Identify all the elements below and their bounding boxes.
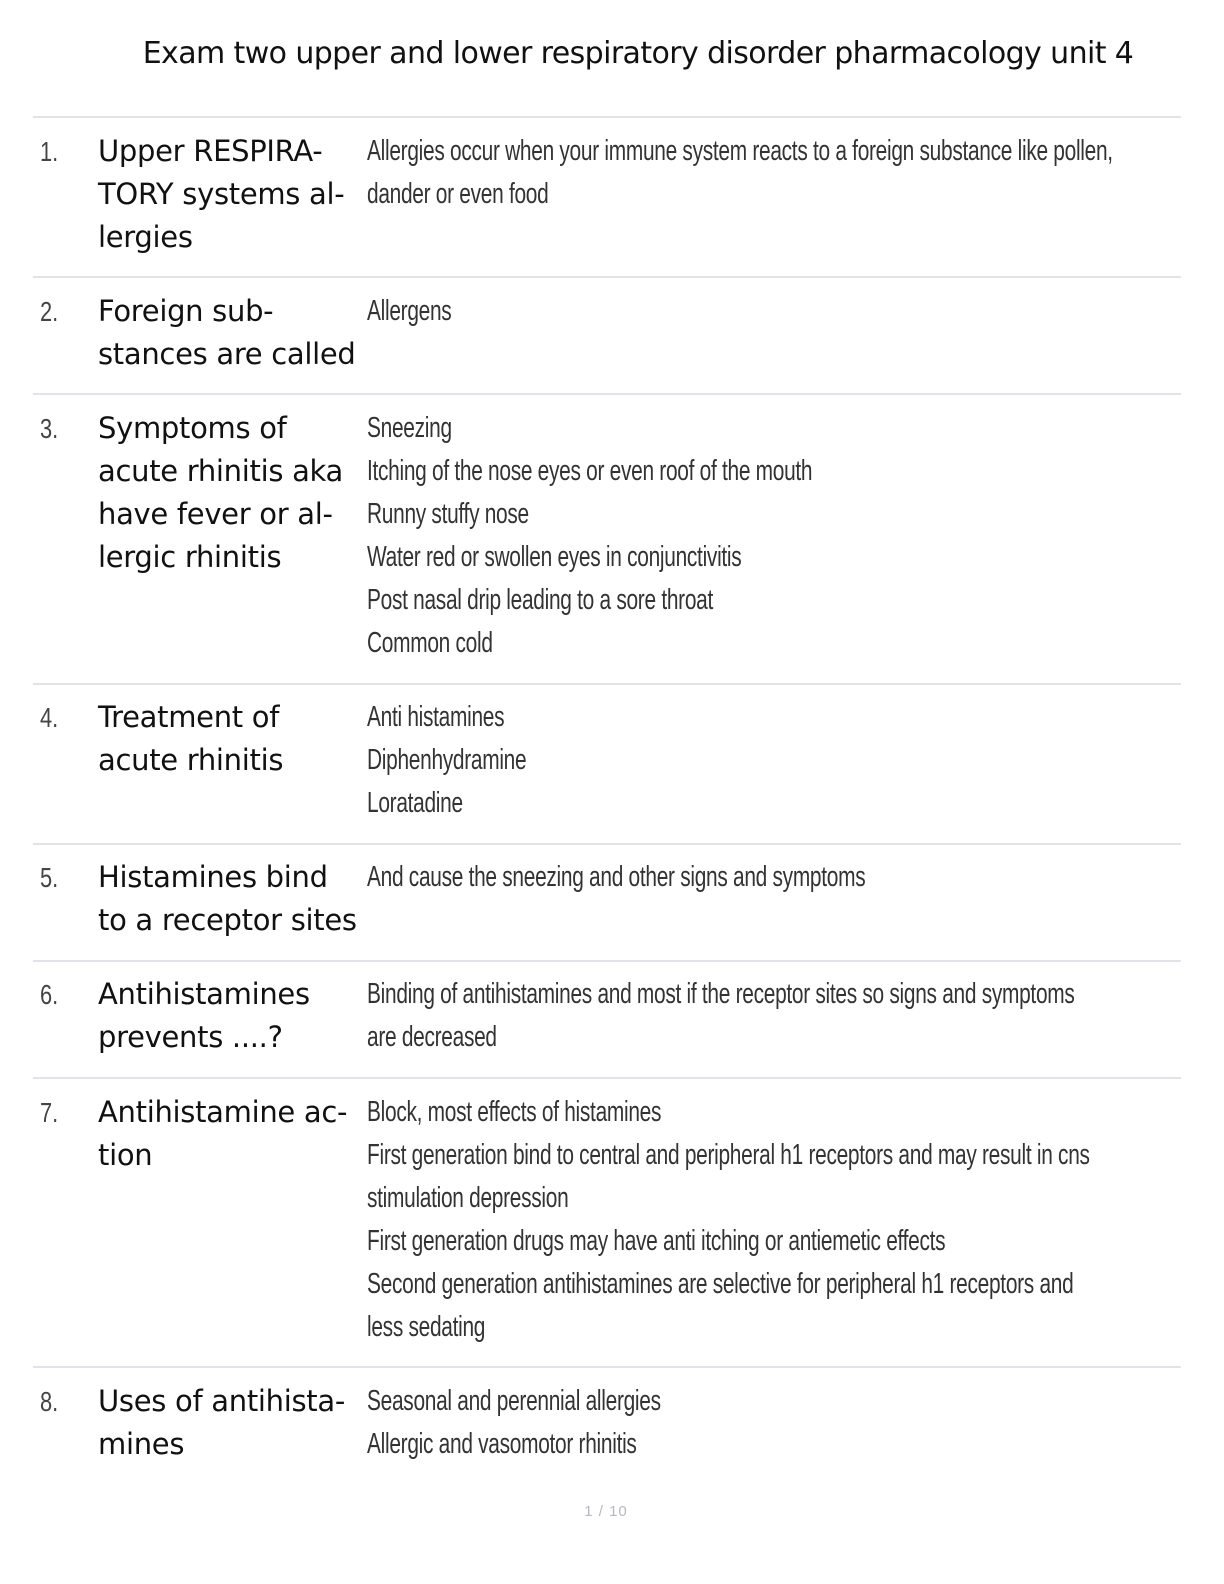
term-line: TORY systems al- (98, 177, 345, 211)
card-definition (367, 1380, 661, 1466)
card-number: 1. (40, 136, 59, 167)
card-number: 7. (40, 1097, 59, 1128)
term-line: Uses of antihista- (98, 1384, 346, 1418)
definition-line: And cause the sneezing and other signs and symptoms (367, 861, 866, 893)
term-line: Treatment of (98, 700, 280, 734)
definition-line: Second generation antihistamines are selective for peripheral h1 receptors and (367, 1268, 1074, 1300)
card-term (98, 856, 360, 942)
page-indicator: 1 / 10 (584, 1503, 628, 1520)
card-definition (367, 973, 1075, 1059)
term-line: tion (98, 1138, 153, 1172)
definition-line: Block, most effects of histamines (367, 1096, 662, 1128)
card-number: 3. (40, 413, 59, 444)
definition-line: Diphenhydramine (367, 744, 527, 776)
definition-line: Post nasal drip leading to a sore throat (367, 584, 713, 616)
card-number: 2. (40, 296, 59, 327)
definition-line: dander or even food (367, 178, 549, 210)
card-term (98, 130, 360, 259)
definition-line: Allergies occur when your immune system reacts to a foreign substance like pollen, (367, 135, 1113, 167)
card-term (98, 290, 360, 376)
term-line: Foreign sub- (98, 294, 274, 328)
card-definition (367, 856, 865, 899)
term-line: to a receptor sites (98, 903, 357, 937)
divider (33, 276, 1181, 278)
divider (33, 116, 1181, 118)
divider (33, 393, 1181, 395)
card-definition (367, 130, 1113, 216)
divider (33, 1366, 1181, 1368)
definition-line: First generation bind to central and peripheral h1 receptors and may result in cns (367, 1139, 1090, 1171)
card-term (98, 407, 360, 579)
term-line: mines (98, 1427, 185, 1461)
definition-line: less sedating (367, 1311, 486, 1343)
card-definition (367, 1091, 1090, 1349)
card-term (98, 973, 360, 1059)
definition-line: Common cold (367, 627, 493, 659)
divider (33, 843, 1181, 845)
term-line: acute rhinitis (98, 743, 284, 777)
card-term (98, 1380, 360, 1466)
card-number: 6. (40, 979, 59, 1010)
definition-line: are decreased (367, 1021, 497, 1053)
term-line: Upper RESPIRA- (98, 134, 323, 168)
definition-line: Allergens (367, 295, 452, 327)
definition-line: Water red or swollen eyes in conjunctivitis (367, 541, 742, 573)
divider (33, 1077, 1181, 1079)
term-line: Symptoms of (98, 411, 287, 445)
term-line: acute rhinitis aka (98, 454, 343, 488)
divider (33, 960, 1181, 962)
definition-line: Loratadine (367, 787, 463, 819)
definition-line: Sneezing (367, 412, 452, 444)
definition-line: Runny stuffy nose (367, 498, 529, 530)
definition-line: Anti histamines (367, 701, 505, 733)
term-line: lergies (98, 220, 193, 254)
term-line: stances are called (98, 337, 356, 371)
definition-line: Binding of antihistamines and most if the receptor sites so signs and symptoms (367, 978, 1075, 1010)
card-term (98, 1091, 360, 1177)
card-term (98, 696, 360, 782)
document-title: Exam two upper and lower respiratory disorder pharmacology unit 4 (142, 36, 1134, 71)
card-definition (367, 407, 812, 665)
card-definition (367, 696, 526, 825)
definition-line: Itching of the nose eyes or even roof of the mouth (367, 455, 813, 487)
divider (33, 683, 1181, 685)
term-line: Histamines bind (98, 860, 328, 894)
card-definition (367, 290, 451, 333)
definition-line: Seasonal and perennial allergies (367, 1385, 661, 1417)
term-line: Antihistamine ac- (98, 1095, 348, 1129)
term-line: lergic rhinitis (98, 540, 282, 574)
definition-line: First generation drugs may have anti itching or antiemetic effects (367, 1225, 946, 1257)
card-number: 5. (40, 862, 59, 893)
term-line: prevents ....? (98, 1020, 283, 1054)
card-number: 8. (40, 1386, 59, 1417)
term-line: have fever or al- (98, 497, 333, 531)
card-number: 4. (40, 702, 59, 733)
term-line: Antihistamines (98, 977, 310, 1011)
definition-line: Allergic and vasomotor rhinitis (367, 1428, 637, 1460)
definition-line: stimulation depression (367, 1182, 569, 1214)
